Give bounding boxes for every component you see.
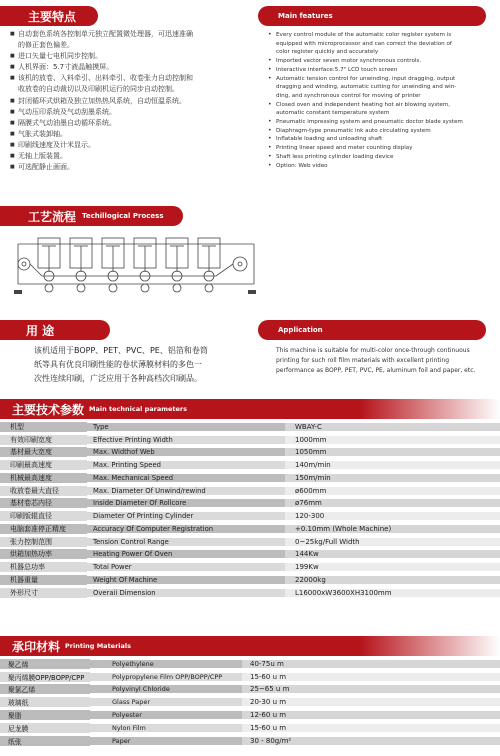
param-value: +0.10mm (Whole Machine) <box>285 525 500 533</box>
list-item: color register quickly and accurately <box>276 49 379 56</box>
list-item: 的修正套色偏差。 <box>18 41 74 50</box>
table-row <box>0 735 500 748</box>
material-name-en: Paper <box>90 737 242 745</box>
list-item: ■ 可选配静止画面。 <box>10 162 193 173</box>
application-en-text <box>276 346 488 376</box>
param-value: ø600mm <box>285 487 500 495</box>
table-row <box>0 587 500 600</box>
material-thickness: 40-75u m <box>242 660 500 668</box>
list-item: ■ 人机界面：5.7寸液晶触摸屏。 <box>10 62 193 73</box>
text-line: printing for such roll film materials with excellent printing <box>276 357 450 364</box>
list-item: ■ 无轴上版装置。 <box>10 151 193 162</box>
list-item: ■ 封闭循环式烘箱及独立加热热风系统，自动恒温系统。 <box>10 96 193 107</box>
param-name-zh: 机器总功率 <box>0 562 87 572</box>
param-name-zh: 基材最大宽度 <box>0 447 87 457</box>
unwind-roll <box>18 258 30 270</box>
param-name-zh: 印刷版辊直径 <box>0 511 87 521</box>
param-name-en: Inside Diameter Of Rollcore <box>87 499 285 507</box>
table-row <box>0 574 500 587</box>
table-row <box>0 485 500 498</box>
material-name-zh: 玻璃纸 <box>0 697 90 707</box>
param-name-en: Heating Power Of Oven <box>87 550 285 558</box>
list-item: dragging and winding, automatic cutting for unwinding and win- <box>276 84 457 91</box>
param-name-zh: 烘箱加热功率 <box>0 549 87 559</box>
text-line: 纸等具有优良印刷性能的卷状薄膜材料的多色一 <box>34 360 202 369</box>
application-en-header <box>258 320 486 340</box>
materials-table <box>0 658 500 748</box>
table-row <box>0 671 500 684</box>
material-thickness: 15-60 u m <box>242 724 500 732</box>
list-item: ■ 该机的放卷、入料牵引、出料牵引、收卷张力自动控制和 <box>10 73 193 84</box>
table-row <box>0 658 500 671</box>
param-name-zh: 有效印刷宽度 <box>0 435 87 445</box>
param-name-en: Tension Control Range <box>87 538 285 546</box>
material-name-en: Polyester <box>90 711 242 719</box>
material-name-zh: 尼龙膜 <box>0 723 90 733</box>
param-value: 1000mm <box>285 436 500 444</box>
param-name-zh: 基材卷芯内径 <box>0 498 87 508</box>
text-line: performance as BOPP, PET, PVC, PE, aluminum foil and paper, etc. <box>276 367 476 374</box>
material-thickness: 20-30 u m <box>242 698 500 706</box>
param-name-en: Accuracy Of Computer Registration <box>87 525 285 533</box>
list-item: 收放卷的自动裁切以及印刷机运行的同步自动控制。 <box>18 85 179 94</box>
param-value: 22000kg <box>285 576 500 584</box>
list-item: ■ 气动压印系统及气动刮墨系统。 <box>10 107 193 118</box>
process-en-title: Techillogical Process <box>82 212 164 220</box>
param-name-en: Effective Printing Width <box>87 436 285 444</box>
params-table <box>0 421 500 600</box>
material-name-en: Glass Paper <box>90 698 242 706</box>
material-name-zh: 聚乙烯 <box>0 659 90 669</box>
params-zh-title: 主要技术参数 <box>12 402 85 417</box>
material-name-en: Polypropylene Film OPP/BOPP/CPP <box>90 673 242 681</box>
param-value: 144Kw <box>285 550 500 558</box>
application-en-title: Application <box>278 326 323 334</box>
list-item: ■ 进口矢量七电机同步控制。 <box>10 51 193 62</box>
list-item: • Closed oven and independent heating hot air blowing system, <box>268 101 463 110</box>
param-name-zh: 外形尺寸 <box>0 588 87 598</box>
list-item: • Interactive interface:5.7" LCD touch screen <box>268 66 463 75</box>
param-value: 1050mm <box>285 448 500 456</box>
process-header <box>0 206 183 226</box>
param-name-en: Overaii Dimension <box>87 589 285 597</box>
material-name-en: Polyethylene <box>90 660 242 668</box>
material-name-en: Polyvinyl Chloride <box>90 685 242 693</box>
params-en-title: Main technical parameters <box>89 405 187 413</box>
table-row <box>0 459 500 472</box>
material-name-zh: 聚氯乙烯 <box>0 684 90 694</box>
param-value: 0~25kg/Full Width <box>285 538 500 546</box>
list-item: ding, and synchronous control for moving of printer <box>276 92 421 99</box>
param-name-zh: 张力控制范围 <box>0 537 87 547</box>
material-name-en: Nylon Film <box>90 724 242 732</box>
text-line: 次性连续印刷，广泛应用于各种高档次印刷品。 <box>34 374 202 383</box>
material-name-zh: 纸张 <box>0 736 90 746</box>
table-row <box>0 510 500 523</box>
table-row <box>0 561 500 574</box>
params-header <box>0 399 500 419</box>
application-zh-header <box>0 320 110 340</box>
list-item: • Diaphragm-type pneumatic ink auto circulating system <box>268 127 463 136</box>
param-value: L16000xW3600XH3100mm <box>285 589 500 597</box>
process-flow-diagram <box>12 232 260 297</box>
table-row <box>0 472 500 485</box>
material-thickness: 30 - 80g/m² <box>242 737 500 745</box>
table-row <box>0 696 500 709</box>
material-thickness: 25~65 u m <box>242 685 500 693</box>
list-item: ■ 自动套色系统各控制单元独立配置微处理器，可迅速准确 <box>10 29 193 40</box>
features-en-title: Main features <box>278 12 333 20</box>
table-row <box>0 498 500 511</box>
text-line: 该机适用于BOPP、PET、PVC、PE、铝箔和卷筒 <box>34 346 208 355</box>
param-name-zh: 机型 <box>0 422 87 432</box>
material-thickness: 15-60 u m <box>242 673 500 681</box>
features-zh-header <box>0 6 98 26</box>
list-item: • Inflatable loading and unloading shaft <box>268 135 463 144</box>
list-item: ■ 印刷线速度及计米显示。 <box>10 140 193 151</box>
features-zh-title: 主要特点 <box>28 9 77 24</box>
material-thickness: 12-60 u m <box>242 711 500 719</box>
param-name-en: Max. Printing Speed <box>87 461 285 469</box>
application-zh-text <box>34 344 254 386</box>
table-row <box>0 434 500 447</box>
param-name-en: Max. Widthof Web <box>87 448 285 456</box>
list-item: ■ 隔膜式气动油墨自动循环系统。 <box>10 118 193 129</box>
param-value: 140m/min <box>285 461 500 469</box>
param-name-zh: 印刷最高速度 <box>0 460 87 470</box>
param-value: WBAY-C <box>285 423 500 431</box>
application-zh-title: 用 途 <box>26 323 55 338</box>
table-row <box>0 709 500 722</box>
features-en-list <box>268 31 463 170</box>
list-item: equipped with microprocessor and can correct the deviation of <box>276 40 452 47</box>
table-row <box>0 549 500 562</box>
param-value: 199Kw <box>285 563 500 571</box>
param-name-en: Max. Diameter Of Unwind/rewind <box>87 487 285 495</box>
materials-en-title: Printing Materials <box>65 642 132 650</box>
material-name-zh: 聚丙烯膜OPP/BOPP/CPP <box>0 672 90 682</box>
table-row <box>0 684 500 697</box>
list-item: • Pneumatic impressing system and pneumatic doctor blade system <box>268 118 463 127</box>
material-name-zh: 聚脂 <box>0 710 90 720</box>
list-item: • Automatic tension control for unwinding, input dragging, output <box>268 75 463 84</box>
features-zh-list <box>10 29 193 173</box>
table-row <box>0 722 500 735</box>
param-name-en: Weight Of Machine <box>87 576 285 584</box>
list-item: • Every control module of the automatic color register system is <box>268 31 463 40</box>
features-en-header <box>258 6 486 26</box>
param-name-en: Max. Mechanicai Speed <box>87 474 285 482</box>
materials-zh-title: 承印材料 <box>12 639 61 654</box>
materials-header <box>0 636 500 656</box>
list-item: automatic constant temperature system <box>276 110 390 117</box>
process-zh-title: 工艺流程 <box>28 209 77 224</box>
list-item: • Option: Web video <box>268 162 463 171</box>
param-name-zh: 收放卷最大直径 <box>0 486 87 496</box>
param-value: ø76mm <box>285 499 500 507</box>
param-value: 120-300 <box>285 512 500 520</box>
table-row <box>0 536 500 549</box>
list-item: • Printing linear speed and meter counting display <box>268 144 463 153</box>
table-row <box>0 447 500 460</box>
param-name-zh: 机器重量 <box>0 575 87 585</box>
param-value: 150m/min <box>285 474 500 482</box>
list-item: ■ 气胀式装卸轴。 <box>10 129 193 140</box>
param-name-zh: 电脑套准停正精度 <box>0 524 87 534</box>
rewind-roll <box>233 257 247 271</box>
table-row <box>0 523 500 536</box>
table-row <box>0 421 500 434</box>
param-name-en: Type <box>87 423 285 431</box>
param-name-en: Diameter Of Printing Cylinder <box>87 512 285 520</box>
text-line: This machine is suitable for multi-color once-through continuous <box>276 347 470 354</box>
param-name-zh: 机械最高速度 <box>0 473 87 483</box>
list-item: • Shaft less printing cylinder loading device <box>268 153 463 162</box>
list-item: • Imported vector seven motor synchronous controls. <box>268 57 463 66</box>
param-name-en: Totai Power <box>87 563 285 571</box>
